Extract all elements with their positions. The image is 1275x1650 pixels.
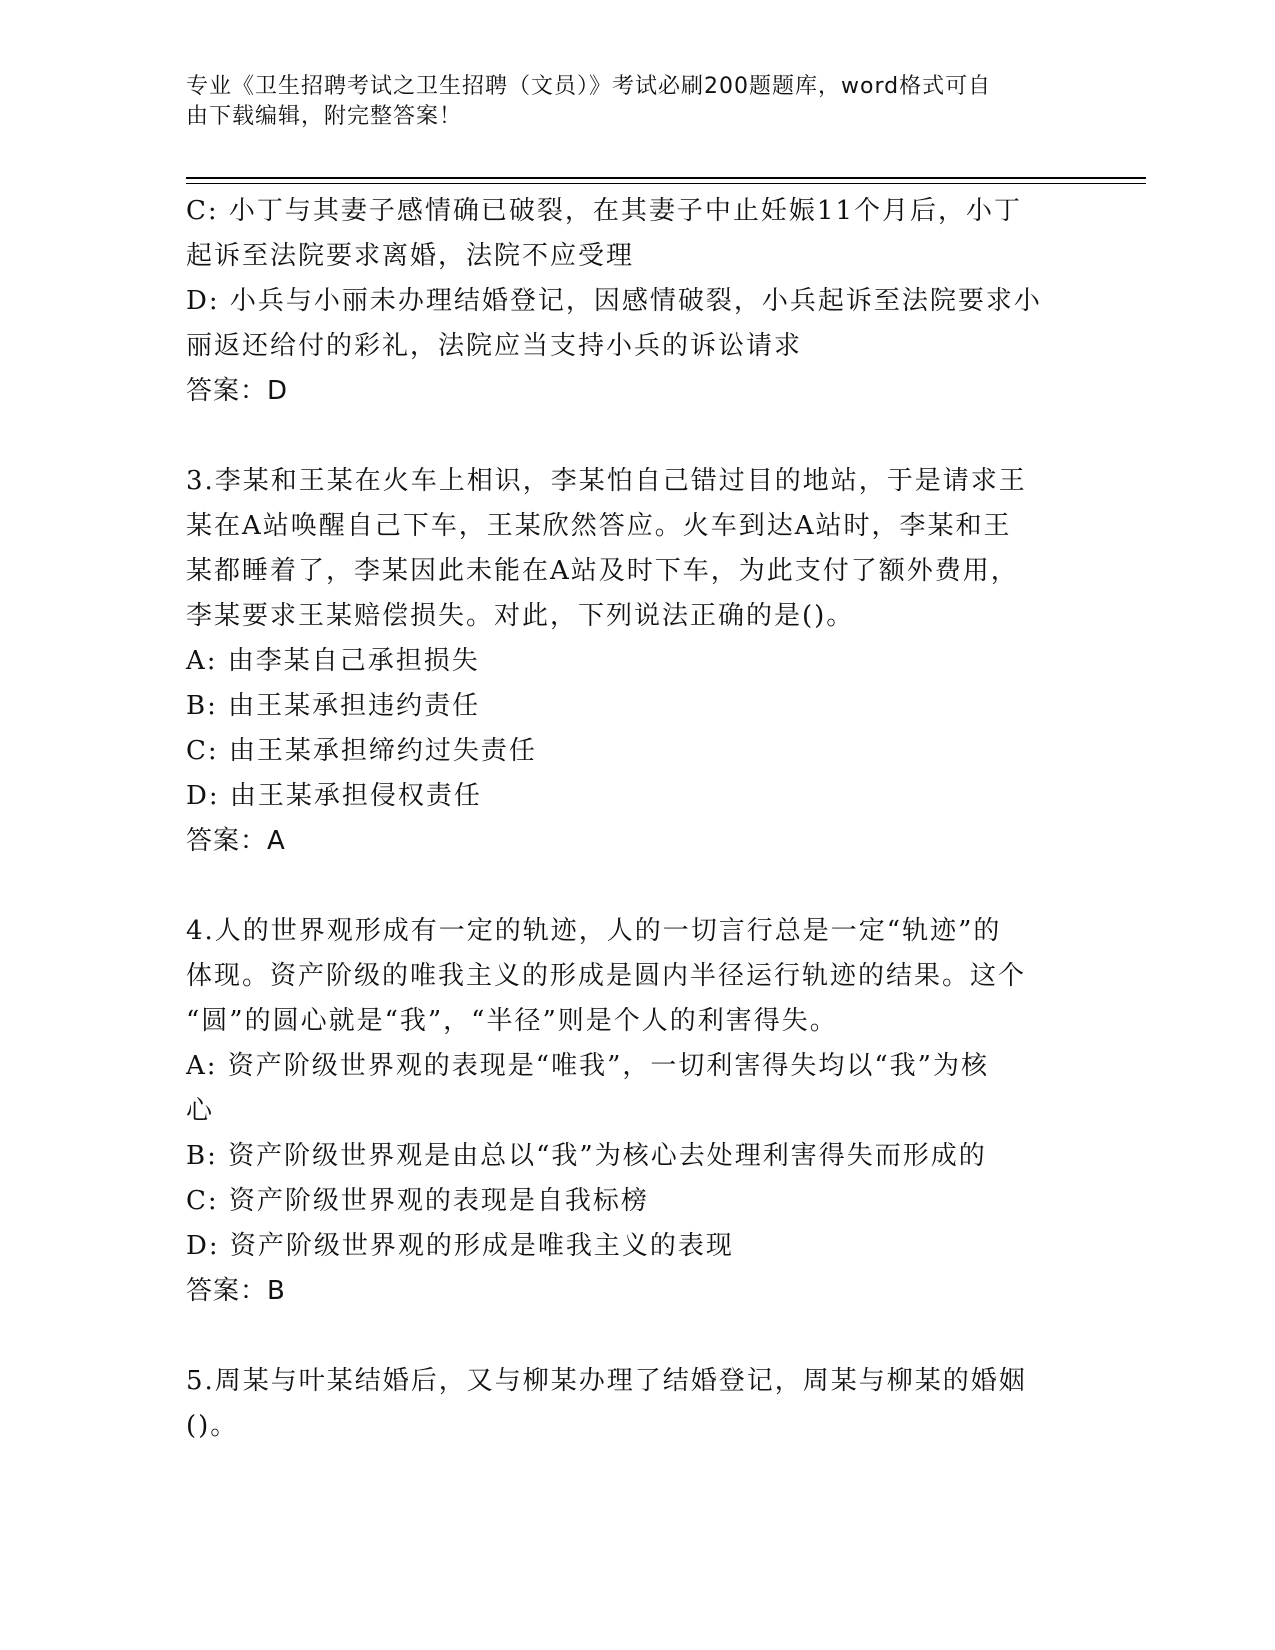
option-a: A: 由李某自己承担损失: [186, 646, 480, 676]
question-3: [186, 459, 1066, 864]
document-header: [186, 72, 1066, 132]
question-stem-line-2: ()。: [186, 1411, 239, 1441]
option-c: C: 由王某承担缔约过失责任: [186, 736, 537, 766]
option-a-line-2: 心: [186, 1096, 215, 1126]
question-4: [186, 909, 1066, 1314]
option-d: D: 由王某承担侵权责任: [186, 781, 482, 811]
option-d-line-2: 丽返还给付的彩礼，法院应当支持小兵的诉讼请求: [186, 331, 803, 361]
question-stem-line-2: 某在A站唤醒自己下车，王某欣然答应。火车到达A站时，李某和王: [186, 511, 1012, 541]
header-rule-thin: [186, 183, 1146, 184]
option-d: D: 资产阶级世界观的形成是唯我主义的表现: [186, 1231, 734, 1261]
question-list: [186, 189, 1066, 1449]
question-stem-line-2: 体现。资产阶级的唯我主义的形成是圆内半径运行轨迹的结果。这个: [186, 961, 1027, 991]
spacer: [186, 414, 1066, 459]
question-stem-line-1: 3.李某和王某在火车上相识，李某怕自己错过目的地站，于是请求王: [186, 466, 1027, 496]
answer-label: 答案：D: [186, 376, 289, 406]
option-c-line-2: 起诉至法院要求离婚，法院不应受理: [186, 241, 635, 271]
header-rule-thick: [186, 177, 1146, 179]
option-b: B: 由王某承担违约责任: [186, 691, 481, 721]
question-stem-line-3: 某都睡着了，李某因此未能在A站及时下车，为此支付了额外费用，: [186, 556, 1019, 586]
question-2-continued: [186, 189, 1066, 414]
option-c: C: 资产阶级世界观的表现是自我标榜: [186, 1186, 649, 1216]
option-d-line-1: D: 小兵与小丽未办理结婚登记，因感情破裂，小兵起诉至法院要求小: [186, 286, 1042, 316]
spacer: [186, 864, 1066, 909]
question-5: [186, 1359, 1066, 1449]
question-stem-line-1: 4.人的世界观形成有一定的轨迹，人的一切言行总是一定“轨迹”的: [186, 916, 1002, 946]
option-a-line-1: A: 资产阶级世界观的表现是“唯我”，一切利害得失均以“我”为核: [186, 1051, 989, 1081]
answer-label: 答案：B: [186, 1276, 286, 1306]
option-c-line-1: C: 小丁与其妻子感情确已破裂，在其妻子中止妊娠11个月后，小丁: [186, 196, 1023, 226]
spacer: [186, 1314, 1066, 1359]
header-line-2: 由下载编辑，附完整答案！: [186, 104, 463, 129]
option-b: B: 资产阶级世界观是由总以“我”为核心去处理利害得失而形成的: [186, 1141, 987, 1171]
question-stem-line-4: 李某要求王某赔偿损失。对此，下列说法正确的是()。: [186, 601, 855, 631]
header-line-1: 专业《卫生招聘考试之卫生招聘（文员）》考试必刷200题题库，word格式可自: [186, 74, 992, 99]
question-stem-line-3: “圆”的圆心就是“我”，“半径”则是个人的利害得失。: [186, 1006, 838, 1036]
answer-label: 答案：A: [186, 826, 286, 856]
question-stem-line-1: 5.周某与叶某结婚后，又与柳某办理了结婚登记，周某与柳某的婚姻: [186, 1366, 1027, 1396]
